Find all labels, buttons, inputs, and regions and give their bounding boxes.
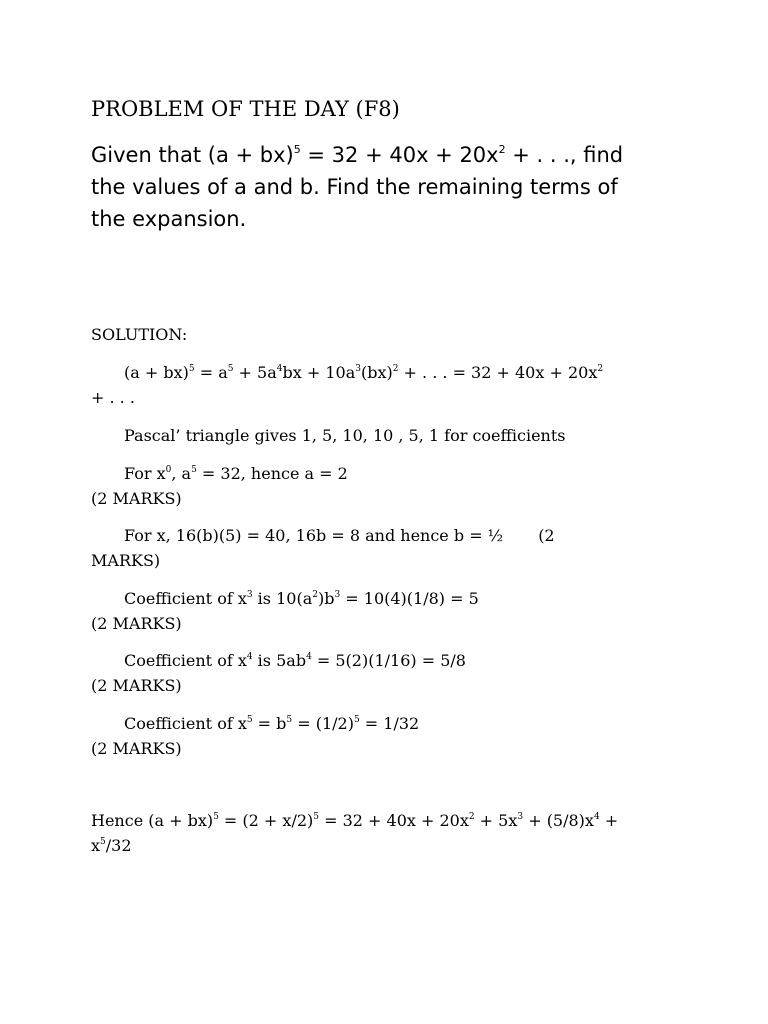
problem-line-3: the expansion. bbox=[91, 207, 247, 231]
step-coefficient-x4: Coefficient of $x^4$ is $5ab^4 = 5(2)(1/16) = 5/8$ (2 MARKS) bbox=[91, 648, 676, 698]
pascal-step: Pascal’ triangle gives 1, 5, 10, 10 , 5, 1 for coefficients bbox=[124, 426, 566, 445]
expansion-step: $(a + bx)^5 = a^5 + 5a^4bx + 10a^3(bx)^2$ + . . . = $32 + 40x + 20x^2$ + . . . bbox=[91, 363, 604, 407]
step-coefficient-x3: Coefficient of $x^3$ is $10(a^2)b^3 = 10(4)(1/8) = 5$ (2 MARKS) bbox=[91, 586, 676, 636]
document-title: PROBLEM OF THE DAY (F8) bbox=[91, 97, 400, 121]
problem-statement bbox=[91, 139, 681, 235]
step-find-b: For x, 16(b)(5) = 40, 16b = 8 and hence b = ½ (2 MARKS) bbox=[91, 526, 555, 570]
marks-label: (2 MARKS) bbox=[91, 676, 182, 695]
problem-line-2: the values of a and b. Find the remaining terms of bbox=[91, 175, 618, 199]
conclusion: Hence $(a + bx)^5 = (2 + x/2)^5 = 32 + 40x + 20x^2 + 5x^3 + (5/8)x^4$ + $x^5/32$ bbox=[91, 811, 619, 855]
marks-label: (2 bbox=[538, 526, 555, 545]
marks-label: (2 MARKS) bbox=[91, 489, 182, 508]
step-find-a: For $x^0$, $a^5 = 32$, hence a = 2 (2 MARKS) bbox=[91, 461, 676, 511]
step-coefficient-x5: Coefficient of $x^5 = b^5 = (1/2)^5 = 1/32$ (2 MARKS) bbox=[91, 711, 676, 761]
marks-label: (2 MARKS) bbox=[91, 614, 182, 633]
problem-line-1: Given that $(a + bx)^5 = 32 + 40x + 20x^2$ + . . ., find bbox=[91, 143, 624, 167]
marks-label: (2 MARKS) bbox=[91, 739, 182, 758]
solution-heading: SOLUTION: bbox=[91, 325, 188, 344]
